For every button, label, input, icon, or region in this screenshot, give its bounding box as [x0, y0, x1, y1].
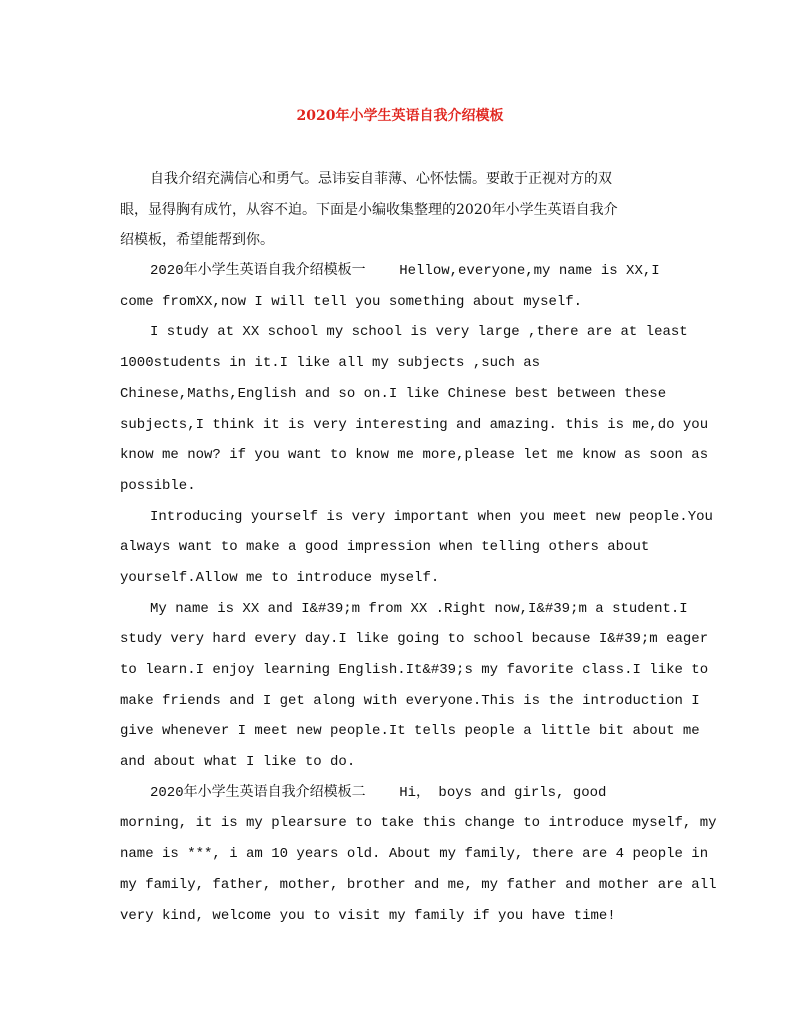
text-line: name is ***, i am 10 years old. About my family, there are 4 people in	[120, 846, 709, 863]
text-line: make friends and I get along with everyone.This is the introduction I	[120, 692, 700, 709]
text-line: 2020年小学生英语自我介绍模板二 Hi， boys and girls, good	[150, 784, 607, 801]
document-body	[120, 164, 717, 931]
text-line: 绍模板，希望能帮到你。	[120, 232, 274, 249]
text-line: very kind, welcome you to visit my family if you have time!	[120, 907, 616, 924]
document-title: 2020年小学生英语自我介绍模板	[296, 108, 504, 124]
text-line: always want to make a good impression when telling others about	[120, 539, 650, 556]
text-line: give whenever I meet new people.It tells people a little bit about me	[120, 723, 700, 740]
text-line: Introducing yourself is very important when you meet new people.You	[150, 508, 713, 525]
text-line: 1000students in it.I like all my subjects ,such as	[120, 355, 541, 372]
text-line: to learn.I enjoy learning English.It&#39;s my favorite class.I like to	[120, 662, 709, 678]
text-line: subjects,I think it is very interesting and amazing. this is me,do you	[120, 416, 709, 433]
text-line: know me now? if you want to know me more,please let me know as soon as	[120, 447, 709, 464]
text-line: study very hard every day.I like going to school because I&#39;m eager	[120, 631, 709, 648]
text-line: and about what I like to do.	[120, 754, 356, 771]
text-line: My name is XX and I&#39;m from XX .Right now,I&#39;m a student.I	[150, 600, 688, 617]
text-line: I study at XX school my school is very large ,there are at least	[150, 324, 688, 341]
text-line: morning, it is my plearsure to take this change to introduce myself, my	[120, 815, 717, 832]
text-line: 自我介绍充满信心和勇气。忌讳妄自菲薄、心怀怯懦。要敢于正视对方的双	[150, 171, 612, 187]
text-line: yourself.Allow me to introduce myself.	[120, 569, 440, 586]
text-line: Chinese,Maths,English and so on.I like Chinese best between these	[120, 385, 667, 402]
text-line: 2020年小学生英语自我介绍模板一 Hellow,everyone,my name is XX,I	[150, 263, 660, 280]
text-line: my family, father, mother, brother and me, my father and mother are all	[120, 876, 717, 893]
text-line: come fromXX,now I will tell you something about myself.	[120, 293, 583, 310]
text-line: 眼，显得胸有成竹，从容不迫。下面是小编收集整理的2020年小学生英语自我介	[120, 201, 618, 218]
text-line: possible.	[120, 477, 196, 494]
